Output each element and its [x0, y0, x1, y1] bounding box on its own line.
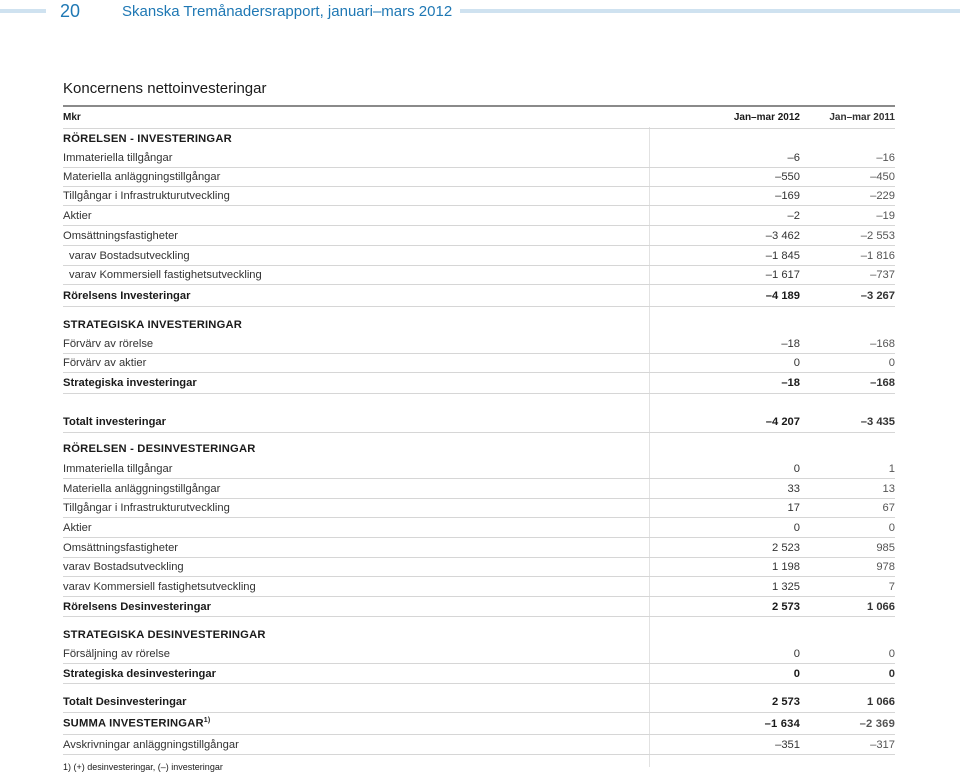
row-label: Omsättningsfastigheter [63, 229, 179, 242]
col-header-2011: Jan–mar 2011 [829, 112, 895, 123]
value-2012: –18 [781, 377, 800, 389]
header-accent-right [460, 9, 960, 13]
value-2011: 985 [876, 541, 895, 554]
value-2011: 0 [888, 667, 895, 680]
row-label: varav Kommersiell fastighetsutveckling [69, 269, 262, 281]
value-2011: 978 [876, 561, 895, 573]
row-label: Försäljning av rörelse [63, 648, 170, 660]
row-label: RÖRELSEN - INVESTERINGAR [63, 132, 232, 145]
value-2011: –450 [870, 171, 895, 183]
value-2011: 0 [888, 357, 895, 369]
value-2012: –4 207 [765, 415, 800, 428]
value-2012: 0 [793, 521, 800, 534]
value-2012: 1 198 [772, 561, 800, 573]
row-label: Aktier [63, 209, 92, 222]
row-label: STRATEGISKA INVESTERINGAR [63, 319, 243, 331]
value-2012: –1 845 [765, 249, 800, 262]
row-label: Rörelsens Investeringar [63, 289, 191, 302]
report-title: Skanska Tremånadersrapport, januari–mars 2012 [122, 3, 453, 20]
grand-total-row [63, 713, 895, 735]
table-row [63, 335, 895, 354]
table-row [63, 226, 895, 246]
table-row [63, 479, 895, 499]
value-2011: –229 [870, 190, 895, 202]
table-row [63, 459, 895, 479]
row-label: Materiella anläggningstillgångar [63, 171, 221, 183]
row-label: SUMMA INVESTERINGAR$^{1)}$ [63, 717, 211, 730]
value-2012: 0 [793, 357, 800, 369]
value-2012: 2 573 [772, 696, 800, 708]
value-2011: –1 816 [860, 249, 895, 262]
row-label: Totalt investeringar [63, 415, 166, 428]
value-2011: –3 435 [860, 415, 895, 428]
value-2012: –1 634 [764, 717, 800, 730]
table-row [63, 439, 895, 459]
value-2012: –4 189 [765, 289, 800, 302]
value-2012: 17 [787, 502, 800, 514]
value-2012: 0 [793, 667, 800, 680]
value-2011: 7 [888, 580, 895, 593]
table-row [63, 187, 895, 206]
table-row [63, 206, 895, 226]
value-2011: –3 267 [860, 289, 895, 302]
value-2012: 2 573 [772, 600, 800, 613]
value-2012: 0 [793, 648, 800, 660]
value-2011: –2 369 [859, 717, 895, 730]
table-row [63, 246, 895, 266]
row-label: varav Bostadsutveckling [63, 561, 184, 573]
value-2011: –168 [870, 338, 895, 350]
value-2012: –6 [787, 151, 800, 164]
value-2011: 67 [882, 502, 895, 514]
row-label: Immateriella tillgångar [63, 462, 173, 475]
row-label: Totalt Desinvesteringar [63, 696, 187, 708]
subtotal-row [63, 664, 895, 684]
row-label: Tillgångar i Infrastrukturutveckling [63, 190, 230, 202]
row-label: Förvärv av rörelse [63, 338, 154, 350]
table-row [63, 148, 895, 168]
value-2012: 2 523 [772, 541, 800, 554]
row-label: Strategiska investeringar [63, 377, 197, 389]
row-label: Förvärv av aktier [63, 357, 147, 369]
total-row [63, 411, 895, 433]
table-row [63, 315, 895, 335]
subtotal-row [63, 373, 895, 394]
value-2012: –2 [787, 209, 800, 222]
section-title: Koncernens nettoinvesteringar [63, 80, 267, 97]
row-label: Aktier [63, 521, 92, 534]
row-label: Immateriella tillgångar [63, 151, 173, 164]
table-row [63, 518, 895, 538]
row-label: Avskrivningar anläggningstillgångar [63, 738, 239, 751]
value-2012: –18 [781, 338, 800, 350]
value-2011: 1 066 [867, 696, 895, 708]
row-label: varav Bostadsutveckling [69, 249, 190, 262]
total-row [63, 692, 895, 713]
table-row [63, 168, 895, 187]
value-2011: –168 [870, 377, 895, 389]
table-row [63, 499, 895, 518]
page-number: 20 [52, 0, 88, 23]
table-row [63, 266, 895, 285]
header-accent-left [0, 9, 46, 13]
col-header-2012: Jan–mar 2012 [733, 112, 800, 123]
value-2012: –169 [775, 190, 800, 202]
table-header-row [63, 107, 895, 129]
table-row [63, 538, 895, 558]
table-row [63, 129, 895, 148]
row-label: Rörelsens Desinvesteringar [63, 600, 211, 613]
value-2011: –737 [870, 269, 895, 281]
subtotal-row [63, 597, 895, 617]
footnote-mark: 1) [203, 717, 211, 725]
value-2012: –550 [775, 171, 800, 183]
value-2012: –351 [775, 738, 800, 751]
row-label: Materiella anläggningstillgångar [63, 482, 221, 495]
value-2011: 1 [888, 462, 895, 475]
table-row [63, 354, 895, 373]
value-2011: –16 [876, 151, 895, 164]
table-row [63, 577, 895, 597]
value-2012: 1 325 [772, 580, 800, 593]
value-2012: 0 [793, 462, 800, 475]
value-2012: 33 [787, 482, 800, 495]
unit-label: Mkr [63, 112, 81, 123]
value-2011: –317 [870, 738, 895, 751]
row-label: STRATEGISKA DESINVESTERINGAR [63, 629, 266, 641]
table-row [63, 625, 895, 645]
value-2011: 0 [888, 521, 895, 534]
value-2011: 1 066 [867, 600, 895, 613]
investment-table [63, 105, 895, 775]
value-2011: 0 [888, 648, 895, 660]
footnote [63, 757, 895, 775]
value-2011: –2 553 [860, 229, 895, 242]
value-2011: –19 [876, 209, 895, 222]
value-2012: –1 617 [765, 269, 800, 281]
value-2012: –3 462 [765, 229, 800, 242]
row-label: Omsättningsfastigheter [63, 541, 179, 554]
row-label: Strategiska desinvesteringar [63, 667, 216, 680]
table-row [63, 645, 895, 664]
footnote-text: 1) (+) desinvesteringar, (–) investeringar [63, 762, 223, 772]
row-label: Tillgångar i Infrastrukturutveckling [63, 502, 230, 514]
row-label: varav Kommersiell fastighetsutveckling [63, 580, 256, 593]
table-row [63, 558, 895, 577]
value-2011: 13 [882, 482, 895, 495]
subtotal-row [63, 285, 895, 307]
row-label: RÖRELSEN - DESINVESTERINGAR [63, 443, 256, 455]
table-row [63, 735, 895, 755]
